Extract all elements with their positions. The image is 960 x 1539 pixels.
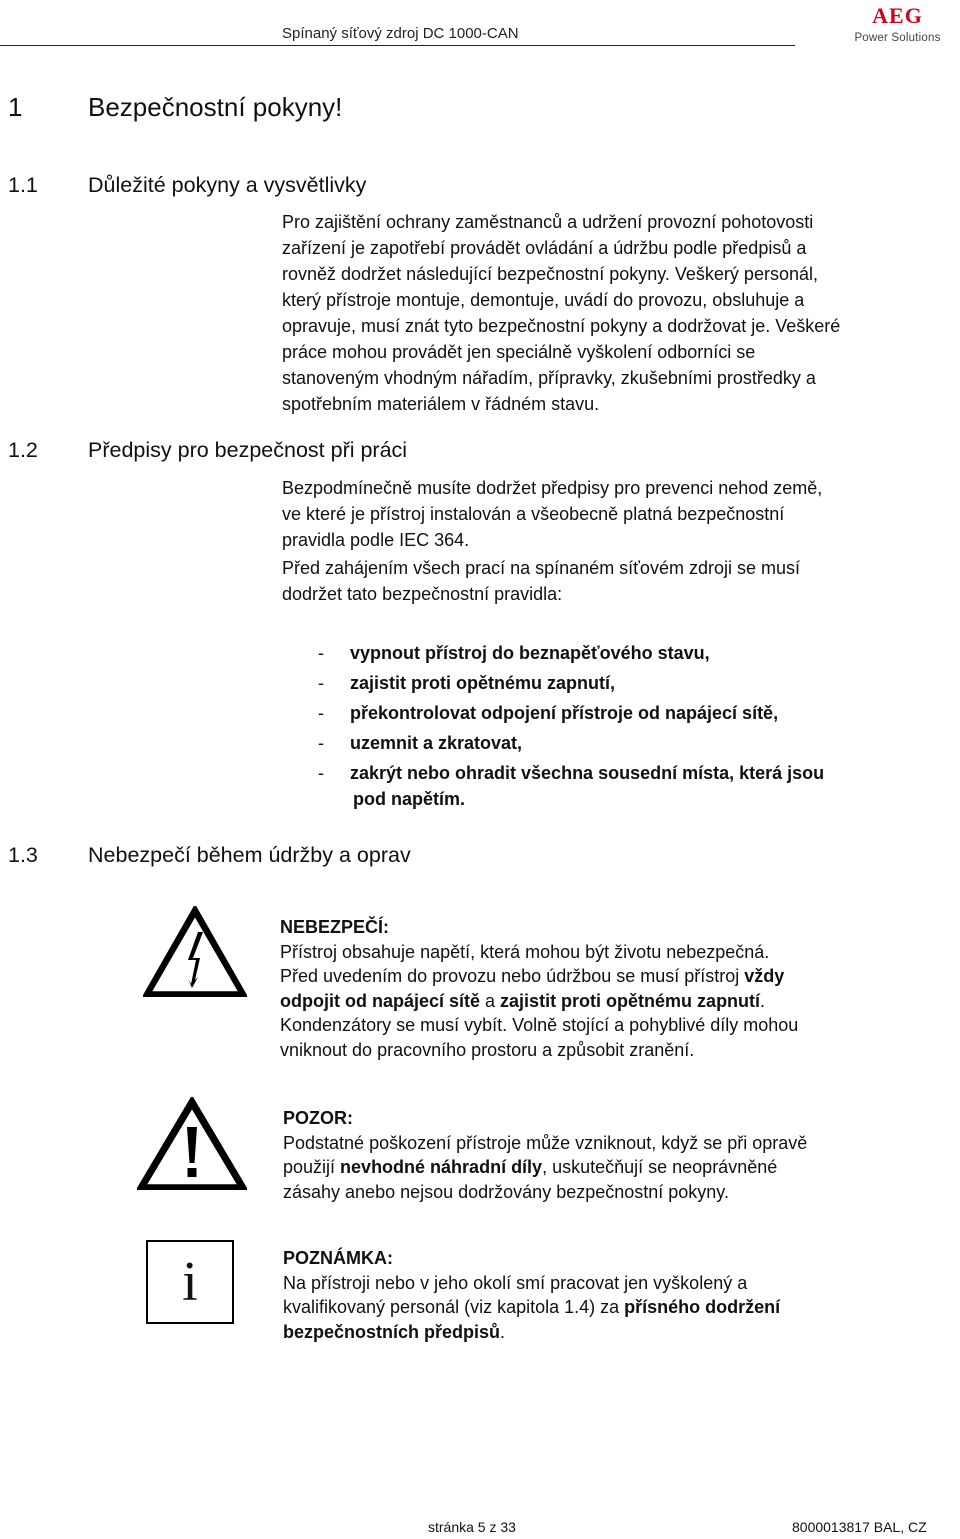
text-span: .: [760, 990, 766, 1011]
section-number: 1.2: [8, 438, 38, 462]
text-line: který přístroje montuje, demontuje, uvádí do provozu, obsluhuje a: [282, 290, 805, 310]
emphasis: přísného dodržení: [624, 1297, 781, 1317]
section-1-2-heading: [8, 438, 407, 463]
info-glyph: i: [182, 1251, 198, 1313]
emphasis: odpojit od napájecí sítě: [280, 990, 481, 1011]
text-line: [283, 1295, 943, 1320]
text-line: Kondenzátory se musí vybít. Volně stojící a pohyblivé díly mohou: [280, 1015, 799, 1035]
list-dash: -: [318, 673, 324, 693]
info-icon: [146, 1240, 234, 1324]
list-item: [318, 668, 938, 698]
section-1-heading: [8, 92, 342, 123]
text-span: použijí: [283, 1157, 341, 1177]
text-line: zásahy anebo nejsou dodržovány bezpečnostní pokyny.: [283, 1181, 729, 1202]
section-title: Nebezpečí během údržby a oprav: [88, 843, 411, 867]
page-number: stránka 5 z 33: [428, 1519, 516, 1535]
list-item-text-cont: pod napětím.: [353, 789, 465, 809]
text-span: , uskutečňují se neoprávněné: [542, 1157, 778, 1177]
text-line: Bezpodmínečně musíte dodržet předpisy pro prevenci nehod země,: [282, 478, 823, 498]
danger-notice: [280, 915, 940, 1062]
section-1-2-paragraph-2: [282, 555, 942, 607]
text-span: kvalifikovaný personál (viz kapitola 1.4) za: [283, 1297, 625, 1317]
section-title: Předpisy pro bezpečnost při práci: [88, 438, 408, 462]
section-1-1-heading: [8, 173, 366, 198]
caution-notice: [283, 1106, 943, 1204]
text-line: [280, 989, 940, 1014]
emphasis: bezpečnostních předpisů: [283, 1321, 501, 1342]
header-rule: [0, 45, 795, 46]
list-item-text: překontrolovat odpojení přístroje od napájecí sítě,: [350, 703, 779, 723]
text-line: zařízení je zapotřebí provádět ovládání a údržbu podle předpisů a: [282, 238, 807, 258]
text-line: [280, 964, 940, 989]
list-item-text: uzemnit a zkratovat,: [350, 733, 523, 753]
list-dash: -: [318, 763, 324, 783]
section-1-2-paragraph-1: [282, 475, 942, 553]
text-line: rovněž dodržet následující bezpečnostní pokyny. Veškerý personál,: [282, 264, 818, 284]
section-number: 1.1: [8, 173, 38, 197]
emphasis: nevhodné náhradní díly: [340, 1157, 543, 1177]
section-number: 1.3: [8, 843, 38, 867]
section-number: 1: [8, 92, 23, 122]
document-number: 8000013817 BAL, CZ: [792, 1519, 927, 1535]
list-item: [318, 638, 938, 668]
text-line: vniknout do pracovního prostoru a způsobit zranění.: [280, 1039, 695, 1060]
section-1-3-heading: [8, 843, 411, 868]
text-line: práce mohou provádět jen speciálně vyškolení odborníci se: [282, 342, 756, 362]
text-line: Před zahájením všech prací na spínaném síťovém zdroji se musí: [282, 558, 800, 578]
caution-title: POZOR:: [283, 1108, 353, 1128]
text-line: Podstatné poškození přístroje může vzniknout, když se při opravě: [283, 1132, 808, 1153]
list-item: [318, 760, 938, 812]
emphasis: vždy: [744, 966, 785, 986]
list-item: [318, 728, 938, 758]
section-1-1-paragraph: [282, 209, 942, 417]
exclamation-warning-icon: [137, 1097, 247, 1191]
document-header-title: Spínaný síťový zdroj DC 1000-CAN: [282, 25, 519, 42]
text-span: Před uvedením do provozu nebo údržbou se musí přístroj: [280, 966, 745, 986]
logo-subtitle: Power Solutions: [854, 32, 941, 44]
section-title: Bezpečnostní pokyny!: [88, 92, 343, 122]
text-line: Pro zajištění ochrany zaměstnanců a udržení provozní pohotovosti: [282, 212, 814, 232]
list-dash: -: [318, 643, 324, 663]
text-line: ve které je přístroj instalován a všeobecně platná bezpečnostní: [282, 504, 785, 524]
danger-title: NEBEZPEČÍ:: [280, 917, 390, 937]
text-line: [283, 1155, 943, 1180]
text-line: opravuje, musí znát tyto bezpečnostní pokyny a dodržovat je. Veškeré: [282, 316, 841, 336]
list-item-text: vypnout přístroj do beznapěťového stavu,: [350, 643, 710, 663]
company-logo: [850, 4, 945, 44]
text-line: dodržet tato bezpečnostní pravidla:: [282, 584, 563, 604]
list-item-text: zajistit proti opětnému zapnutí,: [350, 673, 615, 693]
list-dash: -: [318, 703, 324, 723]
text-line: Na přístroji nebo v jeho okolí smí pracovat jen vyškolený a: [283, 1272, 748, 1293]
lightning-warning-icon: [143, 906, 247, 998]
section-title: Důležité pokyny a vysvětlivky: [88, 173, 367, 197]
list-item: [318, 698, 938, 728]
text-line: [283, 1320, 943, 1345]
logo-brand: AEG: [872, 3, 923, 28]
safety-rules-list: [318, 638, 938, 812]
text-line: stanoveným vhodným nářadím, přípravky, zkušebními prostředky a: [282, 368, 816, 388]
note-title: POZNÁMKA:: [283, 1248, 393, 1268]
list-dash: -: [318, 733, 324, 753]
emphasis: zajistit proti opětnému zapnutí: [500, 990, 761, 1011]
text-line: spotřebním materiálem v řádném stavu.: [282, 394, 600, 414]
note-notice: [283, 1246, 943, 1344]
list-item-text: zakrýt nebo ohradit všechna sousední místa, která jsou: [350, 763, 825, 783]
text-line: pravidla podle IEC 364.: [282, 530, 470, 550]
text-span: .: [500, 1321, 506, 1342]
text-line: Přístroj obsahuje napětí, která mohou být životu nebezpečná.: [280, 941, 770, 962]
text-span: a: [480, 990, 501, 1011]
